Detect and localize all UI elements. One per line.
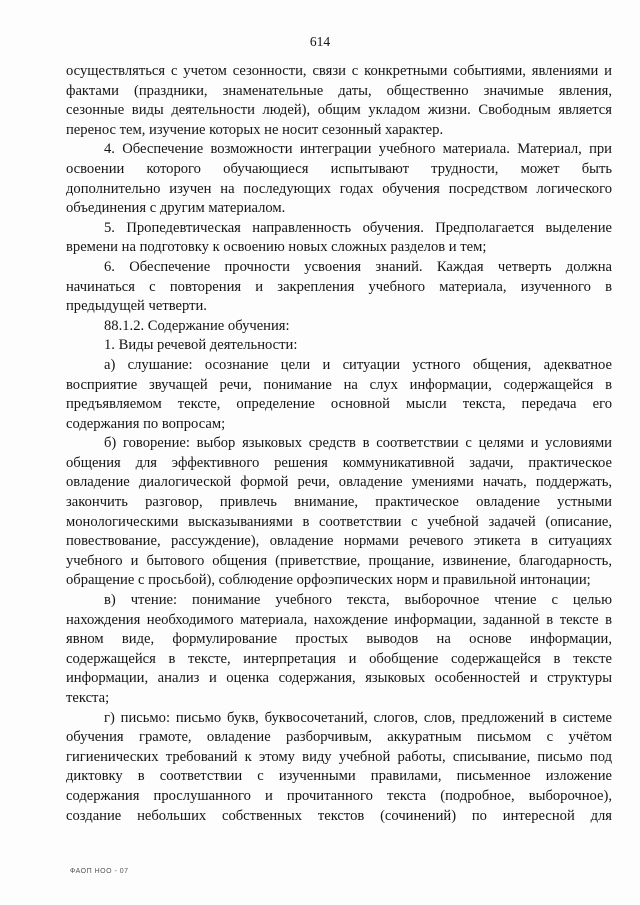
- text-line: содержания по вопросам;: [66, 415, 226, 432]
- text-line: создание небольших собственных текстов (сочинений) по интересной для: [66, 807, 612, 824]
- text-line: сезонные виды деятельности людей), общим укладом жизни. Свободным является: [66, 102, 612, 119]
- text-line: содержания прослушанного и прочитанного текста (подробное, выборочное),: [66, 787, 612, 804]
- text-line: информации, анализ и оценка содержания, языковых особенностей и структуры: [66, 670, 612, 687]
- text-line: овладение диалогической формой речи, овладение умениями начать, поддержать,: [66, 474, 612, 491]
- text-line: 5. Пропедевтическая направленность обучения. Предполагается выделение: [104, 219, 612, 236]
- text-line: фактами (праздники, знаменательные даты, общественно значимые явления,: [66, 82, 612, 99]
- text-line: в) чтение: понимание учебного текста, выборочное чтение с целью: [104, 592, 612, 609]
- text-line: освоении которого обучающиеся испытывают трудности, может быть: [66, 160, 612, 177]
- text-line: 88.1.2. Содержание обучения:: [104, 317, 290, 334]
- text-line: текста;: [66, 690, 110, 706]
- text-line: восприятие звучащей речи, понимание на слух информации, содержащейся в: [66, 376, 612, 393]
- text-line: гигиенических требований к этому виду учебной работы, списывание, письмо под: [66, 748, 612, 765]
- text-line: а) слушание: осознание цели и ситуации устного общения, адекватное: [104, 356, 612, 373]
- text-line: б) говорение: выбор языковых средств в соответствии с целями и условиями: [104, 435, 612, 452]
- text-line: дополнительно изучен на последующих годах обучения посредством логического: [66, 180, 612, 197]
- text-line: предъявляемом тексте, определение основной мысли текста, передача его: [66, 396, 612, 413]
- text-line: монологическими высказываниями в соответствии с учебной задачей (описание,: [66, 513, 612, 530]
- text-line: предыдущей четверти.: [66, 298, 207, 315]
- text-line: осуществляться с учетом сезонности, связи с конкретными событиями, явлениями и: [66, 63, 612, 79]
- text-line: г) письмо: письмо букв, буквосочетаний, слогов, слов, предложений в системе: [104, 709, 612, 726]
- text-line: учебного и бытового общения (приветствие, прощание, извинение, благодарность,: [66, 552, 612, 569]
- text-line: содержащейся в тексте, интерпретация и обобщение содержащейся в тексте: [66, 650, 612, 667]
- text-line: перенос тем, изучение которых не носит сезонный характер.: [66, 121, 444, 138]
- text-line: закончить разговор, привлечь внимание, практическое овладение устными: [66, 494, 612, 511]
- body-text: [66, 62, 612, 826]
- text-line: обучения грамоте, овладение разборчивым, аккуратным письмом с учётом: [66, 729, 612, 746]
- text-line: начинаться с повторения и закрепления учебного материала, изученного в: [66, 278, 612, 295]
- text-line: объединения с другим материалом.: [66, 200, 286, 217]
- text-line: явном виде, формулирование простых выводов на основе информации,: [66, 631, 612, 648]
- text-line: 6. Обеспечение прочности усвоения знаний. Каждая четверть должна: [104, 258, 612, 275]
- text-line: повествование, рассуждение), овладение нормами речевого этикета в ситуациях: [66, 533, 612, 550]
- footer-code: ФАОП НОО - 07: [70, 868, 129, 875]
- text-line: времени на подготовку к освоению новых сложных разделов и тем;: [66, 239, 487, 256]
- text-line: нахождения необходимого материала, нахождение информации, заданной в тексте в: [66, 611, 612, 628]
- text-line: диктовку в соответствии с изученными правилами, письменное изложение: [66, 768, 612, 785]
- text-line: общения для эффективного решения коммуникативной задачи, практическое: [66, 454, 612, 471]
- text-line: 4. Обеспечение возможности интеграции учебного материала. Материал, при: [104, 141, 612, 158]
- page-number: 614: [309, 34, 331, 49]
- text-line: 1. Виды речевой деятельности:: [104, 337, 298, 354]
- text-line: обращение с просьбой), соблюдение орфоэпических норм и правильной интонации;: [66, 572, 591, 589]
